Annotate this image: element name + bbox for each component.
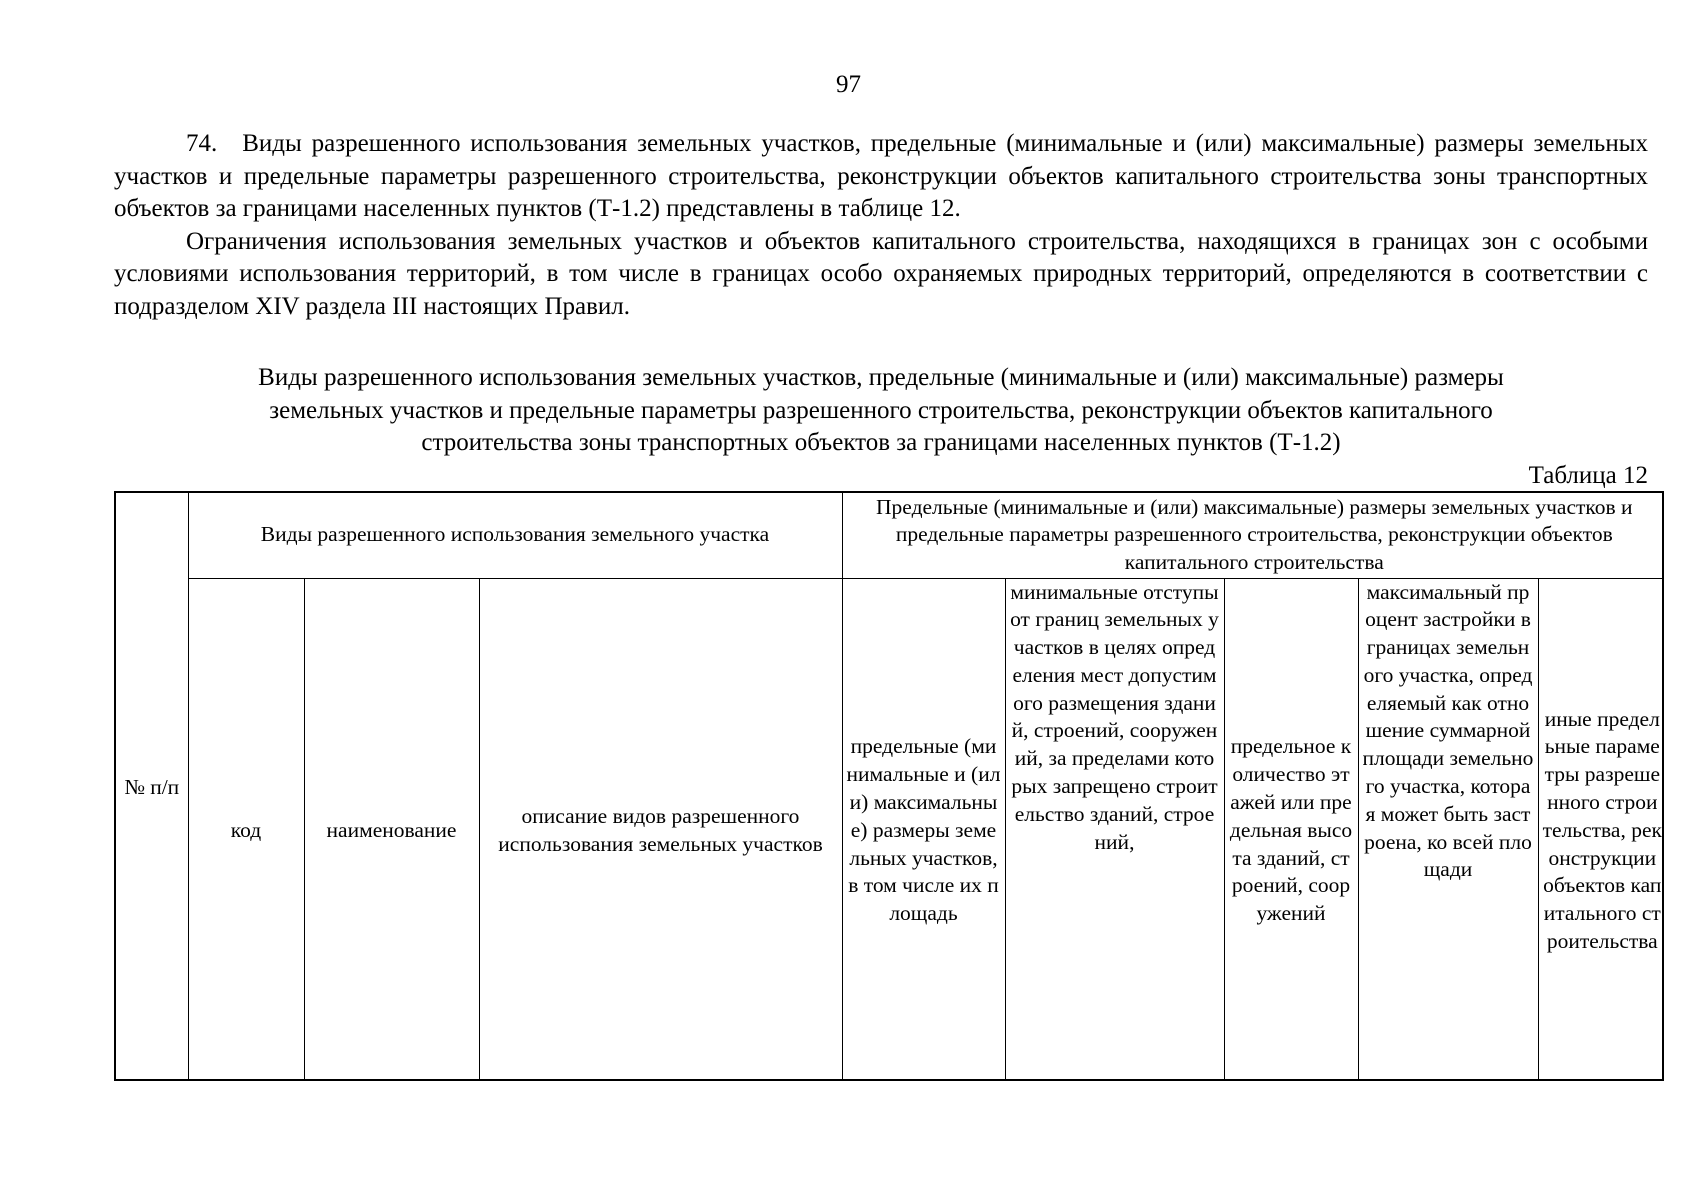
coverage-column-text: максимальный процент застройки в границах земельного участка, определяемый как отношение суммарной площади земельного участка, которая может быть застроена, ко всей площади [1362,579,1534,882]
paragraph-1: 74. Виды разрешенного использования земельных участков, предельные (минимальные и (или) максимальные) размеры земельных участков и предельные параметры разрешенного строительства, реконструкции объектов капитального строительства зоны транспортных объектов за границами населенных пунктов (Т-1.2) представлены в таблице 12. [114,130,1648,222]
land-use-table-grid [116,493,1664,1081]
table-header-row-1 [116,493,1664,578]
number-column-header: № п/п [116,493,188,1081]
setbacks-column-text: минимальные отступы от границ земельных участков в целях определения мест допустимого размещения зданий, строений, сооружений, за пределами которых запрещено строительство зданий, строений, [1010,579,1219,854]
params-group-header: Предельные (минимальные и (или) максимальные) размеры земельных участков и предельные параметры разрешенного строительства, реконструкции объектов капитального строительства [842,493,1664,578]
table-caption: Таблица 12 [1528,462,1648,489]
other-params-column-header: иные предельные параметры разрешенного строительства, реконструкции объектов капитального строительства [1538,578,1664,1081]
page-number: 97 [836,71,861,98]
table-heading-line-3: строительства зоны транспортных объектов за границами населенных пунктов (Т-1.2) [421,429,1341,456]
paragraph-2: Ограничения использования земельных участков и объектов капитального строительства, находящихся в границах зон с особыми условиями использования территорий, в том числе в границах особо охраняемых природных территорий, определяются в соответствии с подразделом XIV раздела III настоящих Правил. [114,227,1648,320]
coverage-column-header [1358,578,1538,1081]
code-column-header: код [188,578,304,1081]
name-column-header: наименование [304,578,479,1081]
setbacks-column-header [1005,578,1224,1081]
table-header-row-2 [116,578,1664,1081]
plot-size-column-header: предельные (минимальные и (или) максимальные) размеры земельных участков, в том числе их площадь [842,578,1005,1081]
body-text [114,128,1648,323]
table-heading-line-2: земельных участков и предельные параметры разрешенного строительства, реконструкции объектов капитального [269,396,1493,424]
land-use-table [114,491,1664,1081]
description-column-header: описание видов разрешенного использования земельных участков [479,578,842,1081]
floors-column-header: предельное количество этажей или предельная высота зданий, строений, сооружений [1224,578,1358,1081]
table-heading-line-1: Виды разрешенного использования земельных участков, предельные (минимальные и (или) максимальные) размеры [258,364,1504,391]
table-heading [114,362,1648,460]
uses-group-header: Виды разрешенного использования земельного участка [188,493,842,578]
